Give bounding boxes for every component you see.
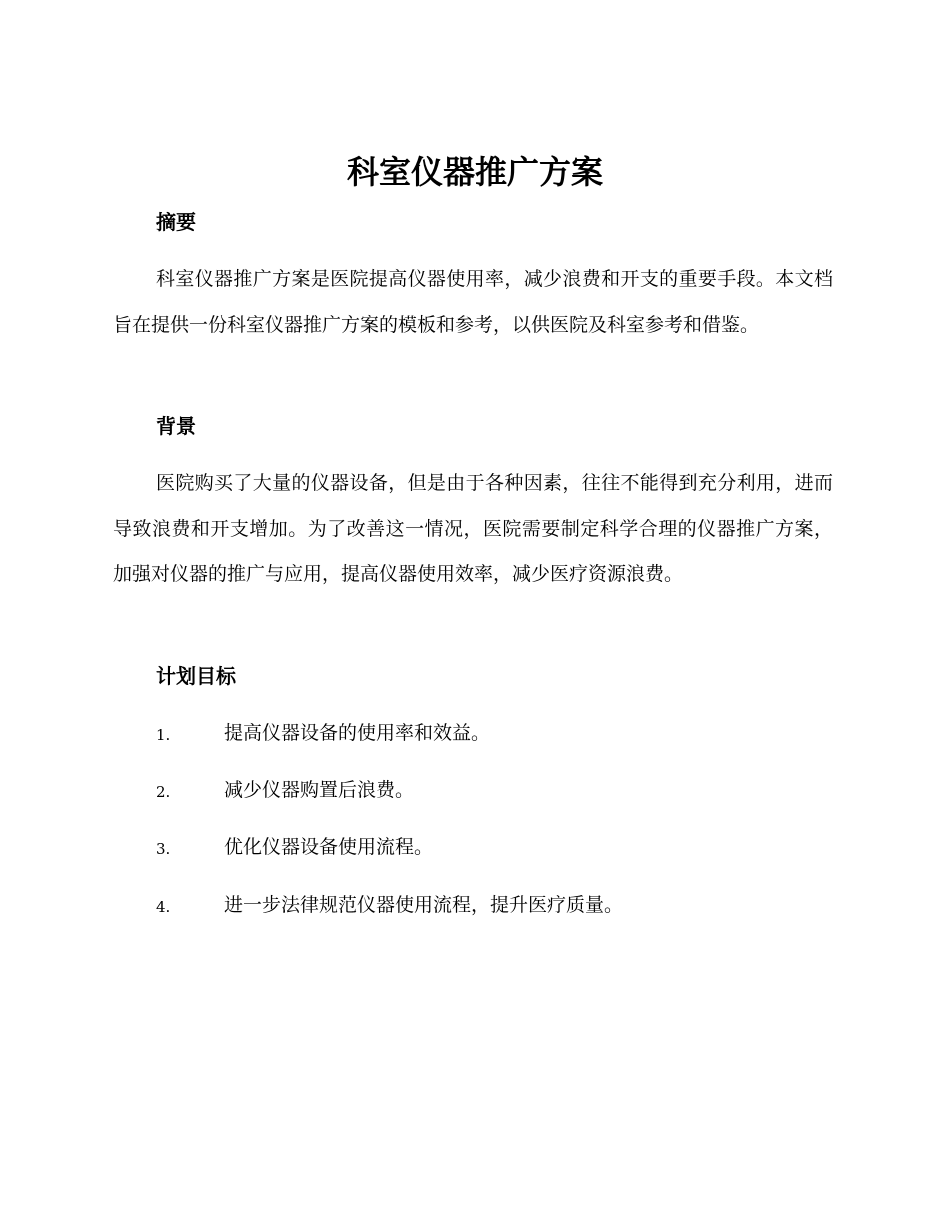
document-title: 科室仪器推广方案: [346, 153, 603, 191]
list-item-text: 优化仪器设备使用流程。: [224, 836, 434, 858]
background-paragraph: 医院购买了大量的仪器设备，但是由于各种因素，往往不能得到充分利用，进而导致浪费和开支增加。为了改善这一情况，医院需要制定科学合理的仪器推广方案，加强对仪器的推广与应用，提高仪器使用效率，减少医疗资源浪费。: [113, 472, 833, 585]
list-item-text: 提高仪器设备的使用率和效益。: [224, 722, 491, 744]
abstract-paragraph: 科室仪器推广方案是医院提高仪器使用率，减少浪费和开支的重要手段。本文档旨在提供一份科室仪器推广方案的模板和参考，以供医院及科室参考和借鉴。: [113, 268, 833, 336]
list-item-number: 4.: [156, 898, 171, 916]
list-item-text: 进一步法律规范仪器使用流程，提升医疗质量。: [224, 894, 624, 916]
list-item-number: 2.: [156, 783, 171, 801]
list-item-number: 3.: [156, 840, 171, 858]
list-item-number: 1.: [156, 726, 171, 744]
list-item: [156, 775, 836, 805]
list-item: [156, 832, 836, 862]
list-item-text: 减少仪器购置后浪费。: [224, 779, 415, 801]
background-heading: 背景: [156, 414, 196, 438]
list-item: [156, 718, 836, 748]
goals-heading: 计划目标: [156, 664, 236, 688]
list-item: [156, 890, 836, 920]
abstract-heading: 摘要: [156, 210, 196, 234]
